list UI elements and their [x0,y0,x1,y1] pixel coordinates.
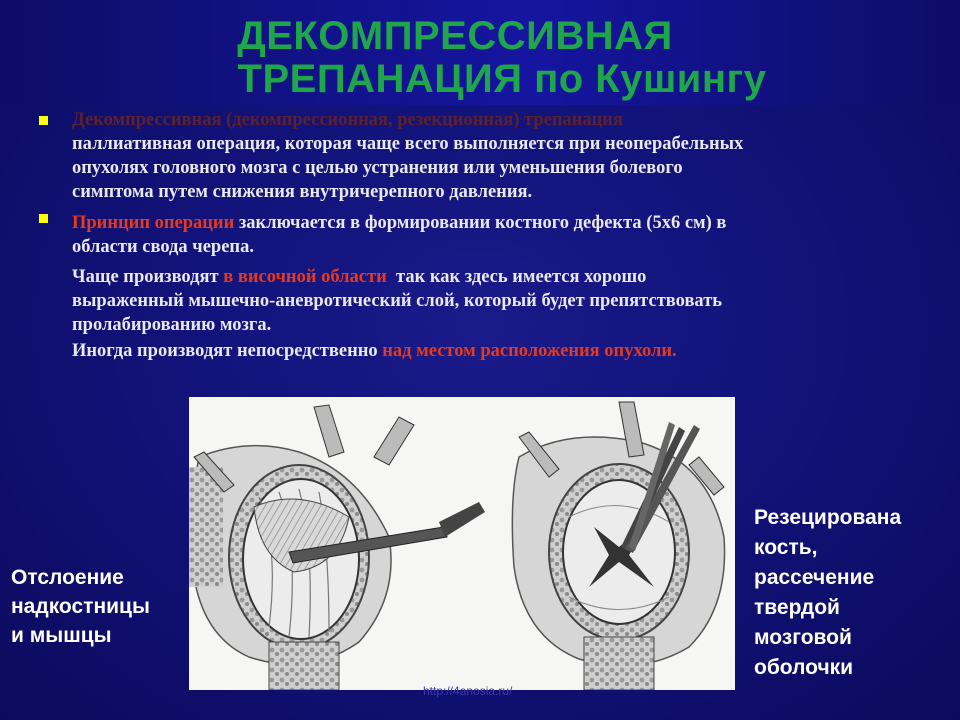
principle-text-1: заключается в формировании костного дефекта (5х6 см) в [234,213,727,233]
principle-text-2: области свода черепа. [72,237,254,257]
tumor-location-highlight: над местом расположения опухоли. [382,341,677,361]
caption-right-line-5: мозговой [754,626,852,649]
caption-left-line-3: и мышцы [11,624,112,647]
slide-title-line2: ТРЕПАНАЦИЯ по Кушингу [237,57,767,101]
paragraph-definition [72,108,952,204]
slide-title-line1: ДЕКОМПРЕССИВНАЯ [237,14,673,58]
term-decompressive: Декомпрессивная (декомпрессионная, резекционная) трепанация [72,110,623,130]
paragraph-tumor [72,339,952,363]
definition-line-1: паллиативная операция, которая чаще всего выполняется при неоперабельных [72,134,744,154]
definition-line-3: симптома путем снижения внутричерепного давления. [72,182,533,202]
caption-right [754,503,901,683]
caption-right-line-2: кость, [754,536,818,559]
surgery-drawing-icon [189,397,735,690]
source-url: http://4anosia.ru/ [423,684,513,698]
caption-right-line-6: оболочки [754,656,854,679]
temporal-region-highlight: в височной области [223,267,387,287]
surgical-illustration [189,397,735,690]
dura-incision-drawing [512,402,724,690]
caption-left [11,563,150,650]
bullet-marker-1 [39,116,48,125]
definition-line-2: опухолях головного мозга с целью устранения или уменьшения болевого [72,158,683,178]
paragraph-principle [72,211,952,259]
caption-left-line-1: Отслоение [11,566,124,589]
caption-right-line-3: рассечение [754,566,875,589]
caption-right-line-4: твердой [754,596,840,619]
periosteum-detachment-drawing [189,405,485,690]
temporal-text-1: Чаще производят [72,267,224,287]
temporal-line-3: пролабированию мозга. [72,315,272,335]
temporal-text-2: так как здесь имеется хорошо [386,267,647,287]
term-principle: Принцип операции [72,213,235,233]
paragraph-temporal [72,265,952,337]
caption-right-line-1: Резецирована [754,506,902,529]
bullet-marker-2 [39,214,48,223]
temporal-line-2: выраженный мышечно-аневротический слой, который будет препятствовать [72,291,723,311]
tumor-text: Иногда производят непосредственно [72,341,383,361]
caption-left-line-2: надкостницы [11,595,150,618]
